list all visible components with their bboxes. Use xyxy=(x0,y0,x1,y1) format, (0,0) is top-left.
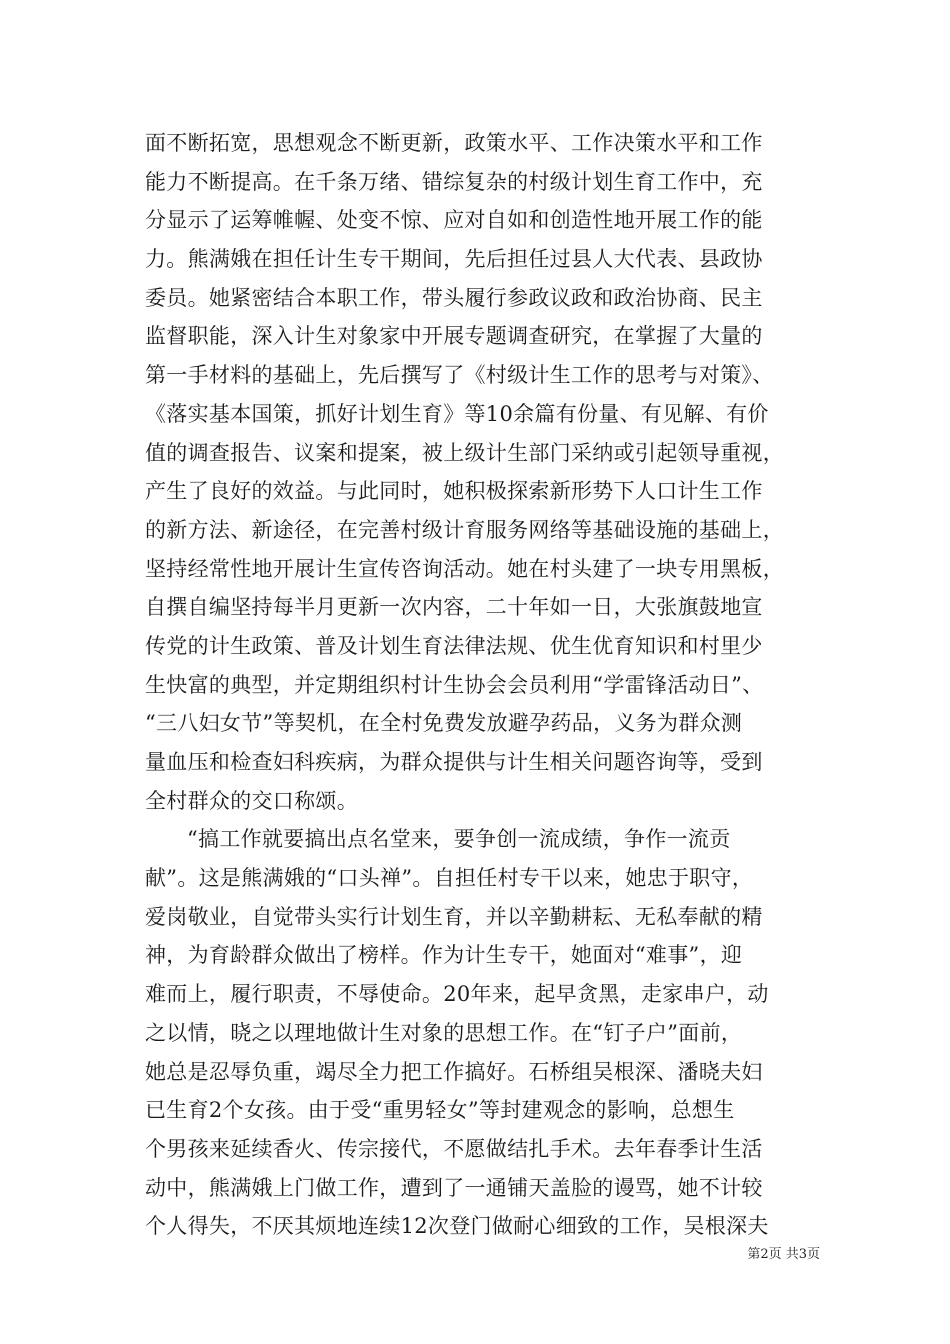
body-text xyxy=(145,124,825,1246)
text-line: 爱岗敬业，自觉带头实行计划生育，并以辛勤耕耘、无私奉献的精 xyxy=(145,904,763,929)
text-line: 自撰自编坚持每半月更新一次内容，二十年如一日，大张旗鼓地宣 xyxy=(145,595,763,620)
text-line: 坚持经常性地开展计生宣传咨询活动。她在村头建了一块专用黑板， xyxy=(145,556,784,581)
text-line: 值的调查报告、议案和提案，被上级计生部门采纳或引起领导重视， xyxy=(145,440,784,465)
text-line: 产生了良好的效益。与此同时，她积极探索新形势下人口计生工作 xyxy=(145,479,763,504)
text-line: 神，为育龄群众做出了榜样。作为计生专干，她面对“难事”，迎 xyxy=(145,943,743,968)
text-line: 生快富的典型，并定期组织村计生协会会员利用“学雷锋活动日”、 xyxy=(145,672,764,697)
text-line: 分显示了运筹帷幄、处变不惊、应对自如和创造性地开展工作的能 xyxy=(145,208,763,233)
text-line: 的新方法、新途径，在完善村级计育服务网络等基础设施的基础上， xyxy=(145,517,784,542)
text-line: 已生育2个女孩。由于受“重男轻女”等封建观念的影响，总想生 xyxy=(145,1098,735,1123)
paragraph-start-line: “搞工作就要搞出点名堂来，要争创一流成绩，争作一流贡 xyxy=(187,827,731,852)
text-line: 《落实基本国策，抓好计划生育》等10余篇有份量、有见解、有价 xyxy=(145,401,769,426)
text-line: 之以情，晓之以理地做计生对象的思想工作。在“钉子户”面前， xyxy=(145,1020,743,1045)
text-line: 献”。这是熊满娥的“口头禅”。自担任村专干以来，她忠于职守， xyxy=(145,866,754,891)
text-line: 传党的计生政策、普及计划生育法律法规、优生优育知识和村里少 xyxy=(145,633,763,658)
text-line: 全村群众的交口称颂。 xyxy=(145,788,358,813)
text-line: 动中，熊满娥上门做工作，遭到了一通铺天盖脸的谩骂，她不计较 xyxy=(145,1175,763,1200)
text-line: “三八妇女节”等契机，在全村免费发放避孕药品，义务为群众测 xyxy=(145,711,743,736)
text-line: 能力不断提高。在千条万绪、错综复杂的村级计划生育工作中，充 xyxy=(145,169,763,194)
text-line: 个男孩来延续香火、传宗接代，不愿做结扎手术。去年春季计生活 xyxy=(145,1136,763,1161)
text-line: 监督职能，深入计生对象家中开展专题调查研究，在掌握了大量的 xyxy=(145,324,763,349)
text-line: 力。熊满娥在担任计生专干期间，先后担任过县人大代表、县政协 xyxy=(145,247,763,272)
text-line: 她总是忍辱负重，竭尽全力把工作搞好。石桥组吴根深、潘晓夫妇 xyxy=(145,1059,763,1084)
text-line: 难而上，履行职责，不辱使命。20年来，起早贪黑，走家串户，动 xyxy=(145,982,769,1007)
text-line: 量血压和检查妇科疾病，为群众提供与计生相关问题咨询等，受到 xyxy=(145,750,763,774)
page-number-footer: 第2页 共3页 xyxy=(747,1247,820,1262)
text-line: 面不断拓宽，思想观念不断更新，政策水平、工作决策水平和工作 xyxy=(145,131,763,155)
text-line: 个人得失，不厌其烦地连续12次登门做耐心细致的工作，吴根深夫 xyxy=(145,1214,769,1239)
text-line: 委员。她紧密结合本职工作，带头履行参政议政和政治协商、民主 xyxy=(145,285,763,310)
text-line: 第一手材料的基础上，先后撰写了《村级计生工作的思考与对策》、 xyxy=(145,363,774,388)
